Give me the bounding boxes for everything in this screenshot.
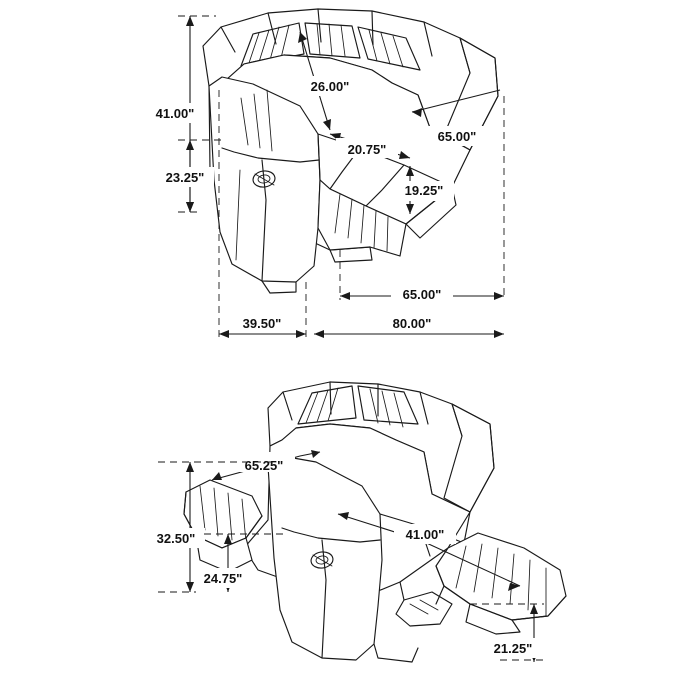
dim-loveseat-back-height: 32.50" bbox=[156, 531, 196, 546]
dim-loveseat-arm-height: 24.75" bbox=[203, 571, 243, 586]
dim-loveseat-extended-length: 41.00" bbox=[405, 527, 445, 542]
dim-sofa-seat-depth: 20.75" bbox=[347, 142, 387, 157]
dim-sofa-back-height: 41.00" bbox=[155, 106, 195, 121]
dim-sofa-back-cushion-height: 26.00" bbox=[310, 79, 350, 94]
dim-sofa-depth: 39.50" bbox=[242, 316, 282, 331]
dim-sofa-seat-height: 19.25" bbox=[404, 183, 444, 198]
dim-sofa-seat-width: 65.00" bbox=[437, 129, 477, 144]
loveseat-illustration bbox=[184, 382, 566, 662]
dim-sofa-inner-width: 65.00" bbox=[402, 287, 442, 302]
dim-loveseat-footrest-height: 21.25" bbox=[493, 641, 533, 656]
dim-loveseat-back-width: 65.25" bbox=[244, 458, 284, 473]
dim-sofa-arm-height: 23.25" bbox=[165, 170, 205, 185]
dim-sofa-overall-width: 80.00" bbox=[392, 316, 432, 331]
